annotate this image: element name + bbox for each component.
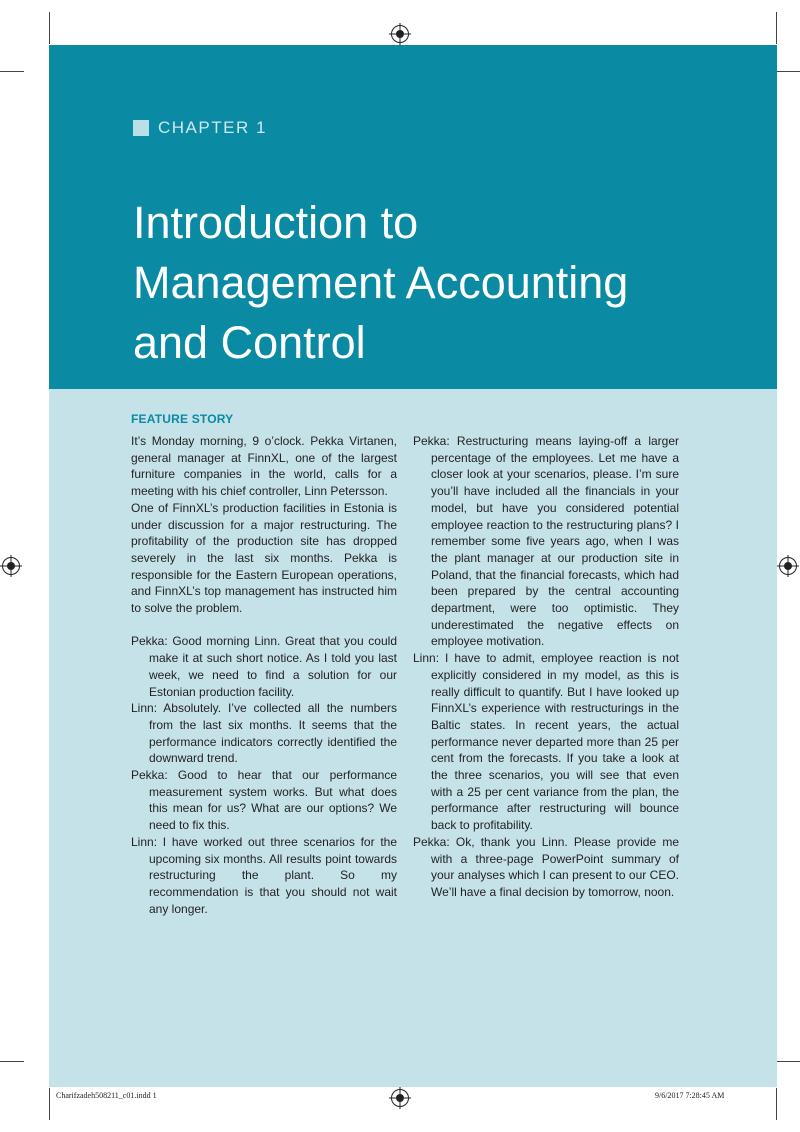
registration-mark-icon bbox=[779, 557, 797, 575]
crop-mark bbox=[776, 1088, 777, 1120]
crop-mark bbox=[49, 12, 50, 44]
feature-story-section bbox=[49, 389, 777, 1087]
chapter-title-line: Introduction to bbox=[133, 197, 419, 248]
chapter-title bbox=[133, 193, 773, 373]
registration-mark-icon bbox=[2, 557, 20, 575]
footer-timestamp: 9/6/2017 7:28:45 AM bbox=[655, 1091, 725, 1100]
dialogue-paragraph: Linn: Absolutely. I’ve collected all the numbers from the last six months. It seems that the performance indicators correctly identified the downward trend. bbox=[131, 701, 397, 766]
registration-mark-icon bbox=[391, 1089, 409, 1107]
crop-mark bbox=[0, 71, 24, 72]
feature-story-heading: FEATURE STORY bbox=[131, 412, 234, 426]
dialogue-paragraph: Pekka: Good morning Linn. Great that you could make it at such short notice. As I told you last week, we need to find a solution for our Estonian production facility. bbox=[131, 634, 397, 699]
chapter-title-line: Management Accounting bbox=[133, 257, 629, 308]
chapter-header-band bbox=[49, 45, 777, 389]
chapter-label bbox=[133, 118, 267, 138]
crop-mark bbox=[49, 1088, 50, 1120]
dialogue-paragraph: Linn: I have worked out three scenarios for the upcoming six months. All results point towards restructuring the plant. So my recommendation is that you should not wait any longer. bbox=[131, 834, 397, 916]
dialogue-paragraph: Pekka: Restructuring means laying-off a larger percentage of the employees. Let me have a closer look at your scenarios, please. I’m sure you’ll have included all the financials in your model, but have you considered potential employee reaction to the restructuring plans? I remember some five years ago, when I was the plant manager at our production site in Poland, that the financial forecasts, which had been prepared by the central accounting department, were too optimistic. They underestimated the negative effects on employee motivation. bbox=[413, 434, 679, 649]
dialogue-paragraph: Linn: I have to admit, employee reaction is not explicitly considered in my model, as this is really difficult to quantify. But I have looked up FinnXL’s experience with restructurings in the Baltic states. In recent years, the actual performance never departed more than 25 per cent from the forecasts. If you take a look at the three scenarios, you will see that even with a 25 per cent variance from the plan, the performance after restructuring will bounce back to profitability. bbox=[413, 651, 679, 833]
chapter-title-line: and Control bbox=[133, 317, 366, 368]
footer-file-name: Charifzadeh508211_c01.indd 1 bbox=[56, 1091, 157, 1100]
square-bullet-icon bbox=[133, 120, 149, 136]
registration-mark-icon bbox=[391, 25, 409, 43]
crop-mark bbox=[0, 1061, 24, 1062]
chapter-label-text: CHAPTER 1 bbox=[158, 118, 267, 137]
story-paragraph: One of FinnXL’s production facilities in Estonia is under discussion for a major restructuring. The profitability of the production site has dropped severely in the last six months. Pekka is responsible for the Eastern European operations, and FinnXL’s top management has instructed him to solve the problem. bbox=[131, 500, 397, 616]
crop-mark bbox=[776, 12, 777, 44]
crop-mark bbox=[776, 71, 800, 72]
feature-story-left-column bbox=[131, 433, 397, 917]
dialogue-paragraph: Pekka: Good to hear that our performance measurement system works. But what does this mean for us? What are our options? We need to fix this. bbox=[131, 768, 397, 833]
story-paragraph: It’s Monday morning, 9 o’clock. Pekka Virtanen, general manager at FinnXL, one of the largest furniture companies in the world, calls for a meeting with his chief controller, Linn Petersson. bbox=[131, 434, 397, 499]
dialogue-paragraph: Pekka: Ok, thank you Linn. Please provide me with a three-page PowerPoint summary of your analyses which I can present to our CEO. We’ll have a final decision by tomorrow, noon. bbox=[413, 834, 679, 899]
crop-mark bbox=[776, 1061, 800, 1062]
feature-story-right-column bbox=[413, 433, 679, 901]
